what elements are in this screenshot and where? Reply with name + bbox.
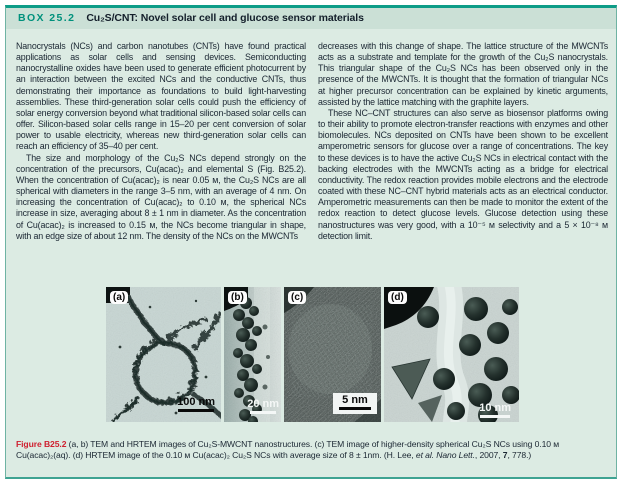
scale-bar-c-line bbox=[339, 407, 371, 410]
right-column bbox=[318, 41, 608, 242]
scale-bar-b bbox=[247, 398, 279, 414]
figure-caption-text-2: , 2007, bbox=[474, 449, 503, 460]
figure-strip bbox=[106, 287, 519, 422]
scale-bar-c-box bbox=[333, 393, 377, 414]
paragraph: decreases with this change of shape. The lattice structure of the MWCNTs acts as a substrate and template for the growth of the Cu₂S nanocrystals. This triangular shape of the Cu₂S NCs has been observed only in the presence of the MWCNTs. It is thought that the formation of triangular NCs at higher precursor concentration can be explained by kinetic arguments, assisted by the lattice matching with the graphite layers. bbox=[318, 41, 608, 107]
scale-bar-b-label: 20 nm bbox=[247, 398, 279, 410]
panel-label-d: (d) bbox=[388, 291, 407, 304]
figure-caption-journal: Nano Lett. bbox=[433, 449, 475, 460]
scale-bar-a-line bbox=[178, 409, 214, 412]
figure-caption-text-3: , 778.) bbox=[507, 449, 532, 460]
tem-panel-b bbox=[224, 287, 281, 422]
paragraph: The size and morphology of the Cu₂S NCs depend strongly on the concentration of the precursors, Cu(acac)₂ and elemental S (Fig. B25.2). When the concentration of Cu(acac)₂ is near 0.05 ᴍ, the Cu₂S NCs are all spherical with diameters in the range 3–5 nm, with an average of 4 nm. On increasing the concentration of Cu(acac)₂ to 0.10 ᴍ, the spherical NCs increase in size, averaging about 8 ± 1 nm in diameter. As the concentration of Cu(acac)₂ is increased to 0.15 ᴍ, the NCs become triangular in shape, with an edge size of about 12 nm. The density of the NCs on the MWCNTs bbox=[16, 152, 306, 241]
box-title: Cu₂S/CNT: Novel solar cell and glucose sensor materials bbox=[86, 12, 364, 24]
scale-bar-b-line bbox=[250, 411, 276, 414]
scale-bar-a bbox=[177, 396, 215, 412]
scale-bar-c bbox=[339, 394, 371, 410]
paragraph: These NC–CNT structures can also serve as biosensor platforms owing to their ability to promote electron-transfer reactions with enzymes and other biomolecules. NCs deposited on CNTs have been shown to be excellent amperometric sensors for glucose over a range of concentrations. The key to these devices is to have the active Cu₂S NCs in electrical contact with the backing electrodes with the MWCNTs acting as a bridge for electrical conductivity. The redox reaction provides mobile electrons and the electrode coated with these NC–CNT hybrid materials acts as an electrical conductor. Amperometric measurements can then be made to monitor the extent of the redox reaction to detect glucose levels. Glucose detection using these nanostructures was very good, with a 10⁻⁵ ᴍ selectivity and a 5 × 10⁻⁸ ᴍ detection limit. bbox=[318, 107, 608, 241]
scale-bar-d-label: 10 nm bbox=[479, 402, 511, 414]
left-column bbox=[16, 41, 306, 242]
box-header bbox=[6, 8, 616, 29]
tem-panel-a bbox=[106, 287, 221, 422]
figure-caption-label: Figure B25.2 bbox=[16, 438, 67, 449]
box-25-2 bbox=[5, 5, 617, 479]
box-number: BOX 25.2 bbox=[18, 12, 76, 24]
panel-label-c: (c) bbox=[288, 291, 306, 304]
paragraph: Nanocrystals (NCs) and carbon nanotubes (CNTs) have found practical applications as solar cells and sensing devices. Semiconducting nanocrystalline oxides have been used to generate efficient photocurrent by an interaction between the excited NCs and the conductive CNTs, thus demonstrating their importance as foundations to build light-harvesting assemblies. These third-generation solar cells could push the efficiency of solar energy conversion beyond what traditional silicon-based solar cells can offer. Silicon-based solar cells range in 15–20 per cent conversion of solar power to usable electricity, whereas new third-generation solar cells can reach an efficiency of 35–40 per cent. bbox=[16, 41, 306, 152]
panel-label-a: (a) bbox=[110, 291, 128, 304]
figure-caption bbox=[16, 439, 609, 461]
scale-bar-d-line bbox=[480, 415, 510, 418]
tem-panel-c bbox=[284, 287, 381, 422]
figure-caption-etal: et al. bbox=[415, 449, 434, 460]
figure-caption-volume: 7 bbox=[502, 449, 508, 460]
scale-bar-c-label: 5 nm bbox=[342, 394, 368, 406]
figure-caption-text-1: (a, b) TEM and HRTEM images of Cu₂S-MWCNT nanostructures. (c) TEM image of higher-density spherical Cu₂S NCs using 0.10 ᴍ Cu(acac)₂(aq). (d) HRTEM image of the 0.10 ᴍ Cu(acac)₂ Cu₂S NCs with average size of 8 ± 1nm. (H. Lee, bbox=[16, 438, 560, 460]
scale-bar-a-label: 100 nm bbox=[177, 396, 215, 408]
tem-panel-d bbox=[384, 287, 519, 422]
scale-bar-d bbox=[479, 402, 511, 418]
body-columns bbox=[16, 41, 608, 242]
panel-label-b: (b) bbox=[228, 291, 247, 304]
